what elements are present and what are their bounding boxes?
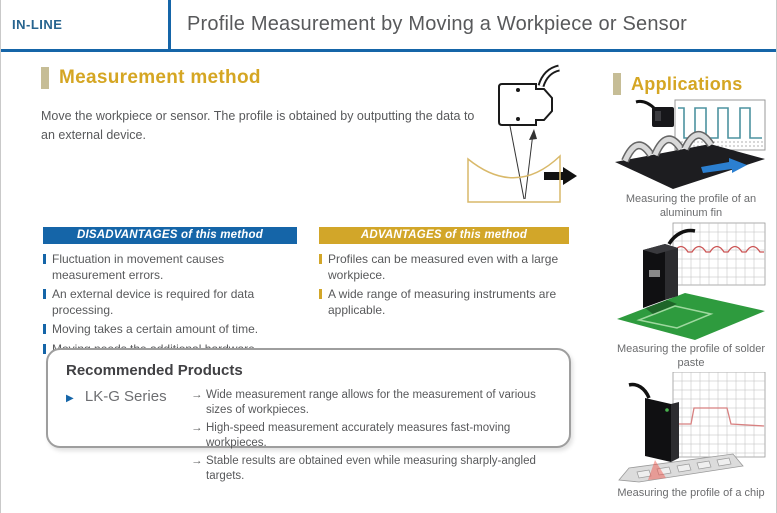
application-caption: Measuring the profile of solder paste — [617, 343, 765, 370]
application-solder-paste — [611, 222, 771, 371]
laser-beam-line — [510, 126, 524, 199]
application-chip — [611, 372, 771, 500]
arrow-icon: → — [191, 389, 203, 401]
aluminum-fin-illustration — [615, 99, 767, 191]
applications-heading — [613, 73, 743, 95]
feature-text: Wide measurement range allows for the measurement of various sizes of workpieces. — [206, 389, 536, 416]
title-area — [168, 0, 776, 49]
disadvantages-column — [43, 227, 297, 362]
measurement-method-heading — [41, 67, 261, 89]
page-title: Profile Measurement by Moving a Workpiece or Sensor — [187, 13, 688, 35]
laser-return-line — [525, 133, 533, 199]
list-item: Moving takes a certain amount of time. — [43, 322, 297, 338]
series-name: LK-G Series — [84, 388, 167, 405]
application-caption: Measuring the profile of an aluminum fin — [625, 193, 757, 220]
recommended-products-row — [66, 388, 553, 487]
disadvantages-header: DISADVANTAGES of this method — [43, 227, 297, 244]
category-label: IN-LINE — [12, 17, 63, 32]
application-aluminum-fin — [611, 99, 771, 221]
sensor-icon — [645, 398, 671, 462]
feature-item — [191, 421, 553, 451]
method-comparison — [43, 227, 569, 362]
section-title: Applications — [631, 73, 743, 94]
series-link[interactable] — [66, 388, 191, 487]
cable-icon — [636, 101, 655, 109]
sensor-outline-icon — [499, 84, 552, 125]
list-item: Profiles can be measured even with a large workpiece. — [319, 252, 569, 283]
recommended-products-title: Recommended Products — [66, 362, 243, 379]
pcb-board-icon — [617, 293, 765, 340]
advantages-list — [319, 252, 569, 318]
application-caption: Measuring the profile of a chip — [617, 487, 765, 499]
feature-text: High-speed measurement accurately measures fast-moving workpieces. — [206, 421, 511, 449]
sensor-workpiece-diagram — [438, 55, 608, 205]
feature-item — [191, 454, 553, 484]
list-item: A wide range of measuring instruments are applicable. — [319, 287, 569, 318]
series-features-list — [191, 388, 553, 487]
section-bar — [613, 73, 621, 95]
recommended-products-box — [46, 348, 571, 482]
section-bar — [41, 67, 49, 89]
feature-item — [191, 388, 553, 418]
method-description: Move the workpiece or sensor. The profile is obtained by outputting the data to an external device. — [41, 109, 475, 143]
cable-icon — [629, 385, 649, 398]
feature-text: Stable results are obtained even while measuring sharply-angled targets. — [206, 454, 536, 482]
section-title: Measurement method — [59, 67, 261, 88]
triangle-bullet-icon: ▶ — [66, 393, 74, 404]
list-item: Fluctuation in movement causes measurement errors. — [43, 252, 297, 283]
arrow-icon: → — [191, 421, 203, 434]
chip-illustration — [615, 372, 767, 484]
solder-paste-illustration — [615, 222, 767, 340]
advantages-header: ADVANTAGES of this method — [319, 227, 569, 244]
main-content — [1, 52, 777, 510]
list-item: An external device is required for data processing. — [43, 287, 297, 318]
disadvantages-list — [43, 252, 297, 358]
page-header — [1, 0, 776, 52]
advantages-column — [319, 227, 569, 362]
arrow-icon: → — [191, 454, 203, 467]
